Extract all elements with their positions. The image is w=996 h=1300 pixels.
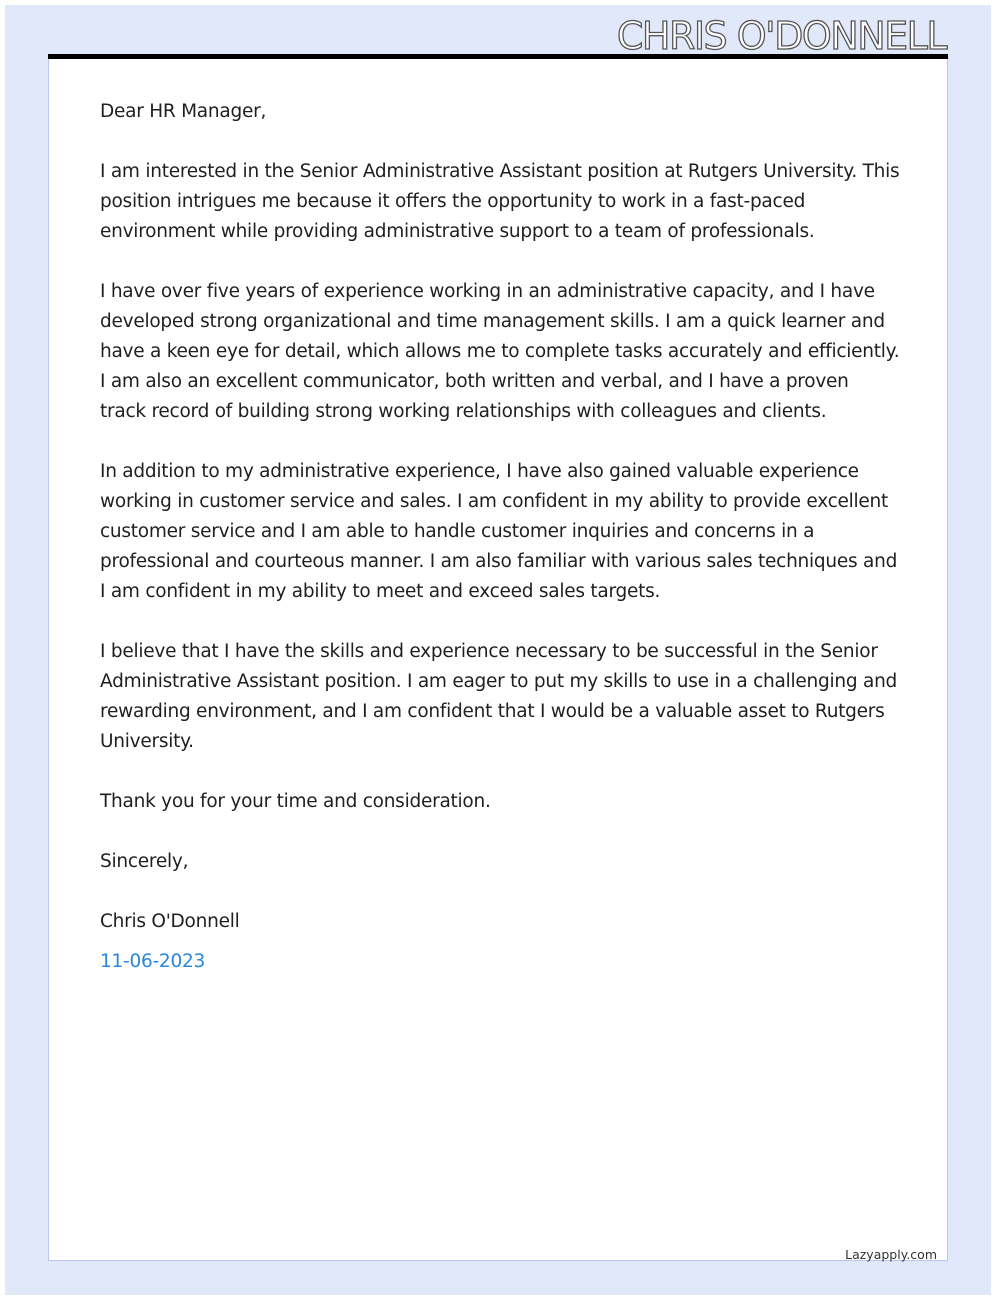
paragraph-interest: I am interested in the Senior Administrative Assistant position at Rutgers University. This position intrigues me because it offers the opportunity to work in a fast-paced environment while providing administrative support to a team of professionals. bbox=[100, 161, 900, 242]
closing: Sincerely, bbox=[100, 851, 189, 872]
signature-name: Chris O'Donnell bbox=[100, 911, 240, 932]
paragraph-thanks: Thank you for your time and consideration. bbox=[100, 791, 491, 812]
letter-date: 11-06-2023 bbox=[100, 951, 206, 972]
paragraph-experience: I have over five years of experience working in an administrative capacity, and I have developed strong organizational and time management skills. I am a quick learner and have a keen eye for detail, which allows me to complete tasks accurately and efficiently. I am also an excellent communicator, both written and verbal, and I have a proven track record of building strong working relationships with colleagues and clients. bbox=[100, 281, 900, 422]
paragraph-customer-service: In addition to my administrative experience, I have also gained valuable experience working in customer service and sales. I am confident in my ability to provide excellent customer service and I am able to handle customer inquiries and concerns in a professional and courteous manner. I am also familiar with various sales techniques and I am confident in my ability to meet and exceed sales targets. bbox=[100, 461, 898, 602]
salutation: Dear HR Manager, bbox=[100, 101, 267, 122]
letter-body bbox=[100, 97, 900, 1007]
paragraph-conclusion: I believe that I have the skills and experience necessary to be successful in the Senior Administrative Assistant position. I am eager to put my skills to use in a challenging and rewarding environment, and I am confident that I would be a valuable asset to Rutgers University. bbox=[100, 641, 898, 752]
header-name: CHRIS O'DONNELL bbox=[616, 14, 946, 58]
footer-watermark: Lazyapply.com bbox=[845, 1247, 937, 1262]
